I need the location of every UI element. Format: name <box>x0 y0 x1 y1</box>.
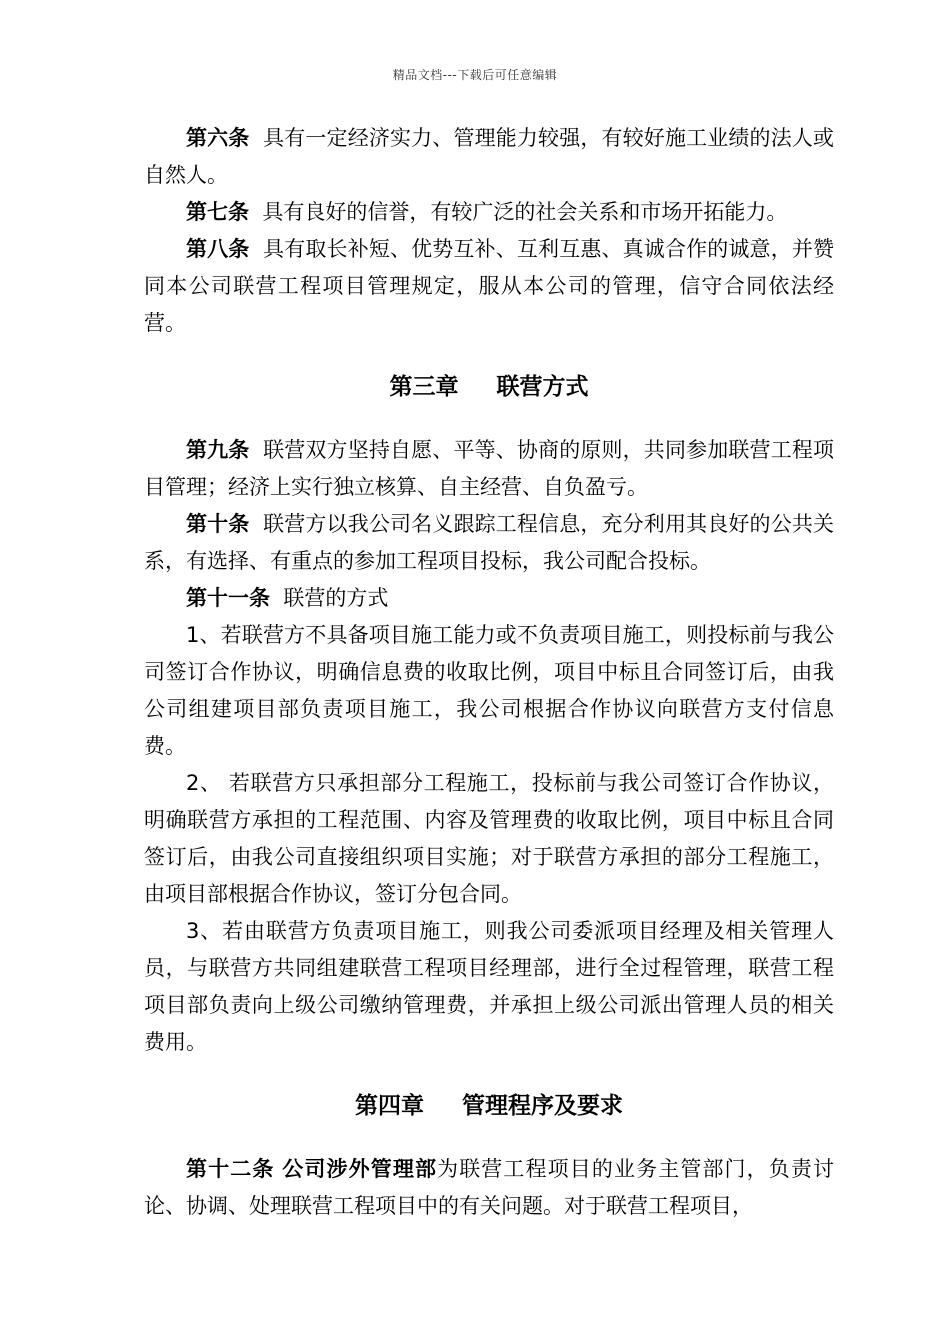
article-label: 第六条 <box>186 126 250 150</box>
article-text: 具有一定经济实力、管理能力较强，有较好施工业绩的法人或自然人。 <box>144 126 834 187</box>
chapter-number: 第四章 <box>355 1093 424 1119</box>
article-label: 第九条 <box>186 438 250 462</box>
chapter-title: 联营方式 <box>496 374 589 400</box>
list-item-3: 3、若由联营方负责项目施工，则我公司委派项目经理及相关管理人员，与联营方共同组建联营工程项目经理部，进行全过程管理，联营工程项目部负责向上级公司缴纳管理费，并承担上级公司派出管理人员的相关费用。 <box>144 919 834 1054</box>
article-label: 第七条 <box>186 200 249 224</box>
article-text: 联营的方式 <box>283 586 389 610</box>
page-header: 精品文档---下载后可任意编辑 <box>392 68 558 82</box>
chapter-4-heading <box>144 1061 834 1151</box>
list-item-2: 2、 若联营方只承担部分工程施工，投标前与我公司签订合作协议，明确联营方承担的工程范围、内容及管理费的收取比例，项目中标且合同签订后，由我公司直接组织项目实施；对于联营方承担的部分工程施工，由项目部根据合作协议，签订分包合同。 <box>144 771 834 906</box>
document-body <box>144 120 834 1225</box>
article-text: 为联营工程项目的业务主管部门，负责讨论、协调、处理联营工程项目中的有关问题。对于联营工程项目， <box>144 1157 835 1218</box>
article-text: 联营方以我公司名义跟踪工程信息，充分利用其良好的公共关系，有选择、有重点的参加工程项目投标，我公司配合投标。 <box>144 512 834 573</box>
article-text: 具有取长补短、优势互补、互利互惠、真诚合作的诚意，并赞同本公司联营工程项目管理规定，服从本公司的管理，信守合同依法经营。 <box>144 237 834 335</box>
article-9 <box>144 432 834 506</box>
article-text: 联营双方坚持自愿、平等、协商的原则，共同参加联营工程项目管理；经济上实行独立核算、自主经营、自负盈亏。 <box>144 438 834 499</box>
article-12 <box>144 1151 834 1225</box>
article-label: 第十二条 <box>186 1157 275 1181</box>
chapter-number: 第三章 <box>389 374 459 400</box>
article-label: 第十条 <box>186 512 250 536</box>
article-8 <box>144 231 834 342</box>
article-7 <box>144 194 834 231</box>
article-text: 具有良好的信誉，有较广泛的社会关系和市场开拓能力。 <box>262 200 788 224</box>
department-name: 公司涉外管理部 <box>282 1157 438 1181</box>
article-label: 第十一条 <box>186 586 270 610</box>
chapter-3-heading <box>144 342 834 432</box>
article-6 <box>144 120 834 194</box>
article-11 <box>144 580 834 617</box>
article-10 <box>144 506 834 580</box>
list-item-1: 1、若联营方不具备项目施工能力或不负责项目施工，则投标前与我公司签订合作协议，明确信息费的收取比例，项目中标且合同签订后，由我公司组建项目部负责项目施工，我公司根据合作协议向联营方支付信息费。 <box>144 623 834 758</box>
chapter-title: 管理程序及要求 <box>462 1093 623 1119</box>
article-label: 第八条 <box>186 237 250 261</box>
